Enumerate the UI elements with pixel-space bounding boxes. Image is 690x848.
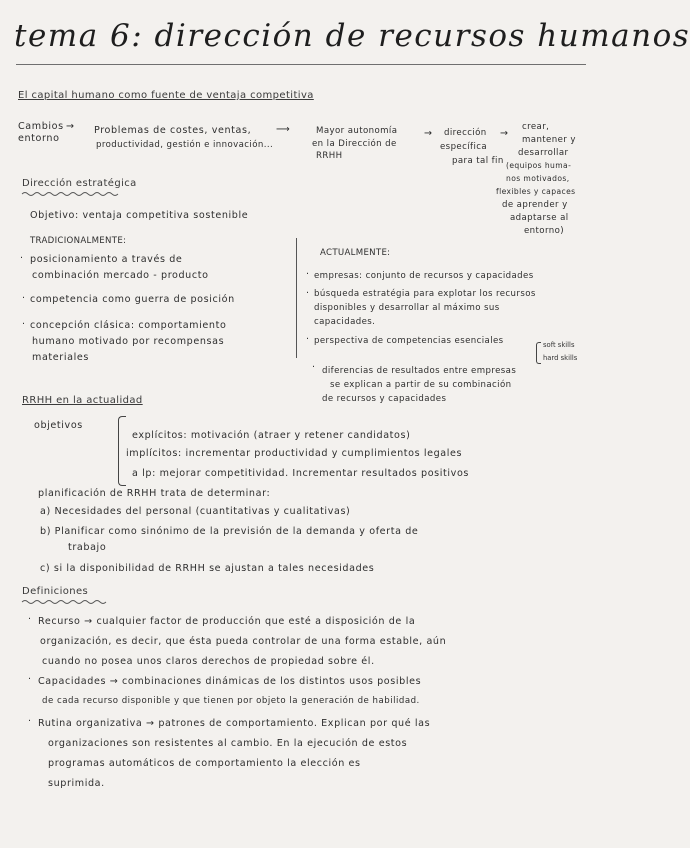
flow-crear-7: de aprender y — [502, 200, 568, 210]
def-rutina-line-3: programas automáticos de comportamiento la elección es — [48, 758, 361, 769]
planificacion-item-b-line-2: trabajo — [68, 542, 107, 553]
wavy-underline — [22, 599, 108, 604]
bullet-icon: · — [28, 716, 32, 727]
planificacion-item-c: c) si la disponibilidad de RRHH se ajustan a tales necesidades — [40, 563, 375, 574]
flow-autonomia-3: RRHH — [316, 151, 343, 161]
objetivos-label: objetivos — [34, 420, 83, 431]
section-heading-rrhh-actualidad: RRHH en la actualidad — [22, 395, 143, 406]
tradicional-item-3-line-2: humano motivado por recompensas — [32, 336, 225, 347]
objetivo-text: Objetivo: ventaja competitiva sostenible — [30, 210, 249, 221]
arrow-icon: → — [66, 121, 75, 132]
flow-direccion-1: dirección — [444, 128, 487, 138]
bullet-icon: · — [28, 674, 32, 685]
tradicional-heading: TRADICIONALMENTE: — [30, 236, 127, 246]
bullet-icon: · — [20, 253, 24, 264]
planificacion-item-a: a) Necesidades del personal (cuantitativas y cualitativas) — [40, 506, 351, 517]
planificacion-item-b-line-1: b) Planificar como sinónimo de la previsión de la demanda y oferta de — [40, 526, 419, 537]
title-underline — [16, 64, 586, 65]
objetivo-explicito: explícitos: motivación (atraer y retener candidatos) — [132, 430, 411, 441]
actual-item-2-line-2: disponibles y desarrollar al máximo sus — [314, 303, 500, 313]
flow-direccion-2: específica — [440, 142, 488, 152]
flow-problemas-1: Problemas de costes, ventas, — [94, 125, 252, 136]
def-rutina-line-2: organizaciones son resistentes al cambio. En la ejecución de estos — [48, 738, 408, 749]
soft-skills-label: soft skills — [543, 341, 575, 349]
flow-crear-3: desarrollar — [518, 148, 569, 158]
section-heading-capital-humano: El capital humano como fuente de ventaja competitiva — [18, 90, 314, 101]
flow-crear-4: (equipos huma- — [506, 161, 572, 170]
actual-item-2-line-3: capacidades. — [314, 317, 376, 327]
section-heading-definiciones: Definiciones — [22, 586, 89, 597]
bullet-icon: · — [306, 334, 310, 345]
tradicional-item-1-line-2: combinación mercado - producto — [32, 270, 209, 281]
def-rutina-line-1: Rutina organizativa → patrones de comportamiento. Explican por qué las — [38, 718, 431, 729]
hard-skills-label: hard skills — [543, 354, 578, 362]
column-divider — [296, 238, 297, 358]
tradicional-item-3-line-1: concepción clásica: comportamiento — [30, 320, 227, 331]
flow-problemas-2: productividad, gestión e innovación... — [96, 140, 274, 150]
arrow-icon: → — [424, 128, 433, 139]
bullet-icon: · — [28, 614, 32, 625]
tradicional-item-3-line-3: materiales — [32, 352, 89, 363]
actual-item-3: perspectiva de competencias esenciales — [314, 336, 504, 346]
wavy-underline — [22, 191, 122, 196]
planificacion-intro: planificación de RRHH trata de determinar: — [38, 488, 271, 499]
def-capacidades-line-1: Capacidades → combinaciones dinámicas de los distintos usos posibles — [38, 676, 422, 687]
flow-crear-5: nos motivados, — [506, 174, 570, 183]
actual-item-1: empresas: conjunto de recursos y capacidades — [314, 271, 534, 281]
section-heading-direccion-estrategica: Dirección estratégica — [22, 178, 137, 189]
flow-autonomia-2: en la Dirección de — [312, 139, 397, 149]
objetivos-brace — [118, 416, 126, 486]
arrow-icon: ⟶ — [276, 124, 291, 135]
bullet-icon: · — [312, 362, 316, 373]
flow-cambios-1: Cambios — [18, 121, 64, 132]
bullet-icon: · — [306, 288, 310, 299]
skills-brace — [536, 342, 541, 364]
objetivo-implicito: implícitos: incrementar productividad y cumplimientos legales — [126, 448, 463, 459]
def-capacidades-line-2: de cada recurso disponible y que tienen por objeto la generación de habilidad. — [42, 696, 420, 706]
tradicional-item-2: competencia como guerra de posición — [30, 294, 235, 305]
actual-heading: ACTUALMENTE: — [320, 248, 391, 258]
flow-cambios-2: entorno — [18, 133, 60, 144]
flow-autonomia-1: Mayor autonomía — [316, 126, 398, 136]
flow-crear-2: mantener y — [522, 135, 576, 145]
flow-crear-6: flexibles y capaces — [496, 187, 576, 196]
def-rutina-line-4: suprimida. — [48, 778, 105, 789]
bullet-icon: · — [22, 293, 26, 304]
flow-crear-1: crear, — [522, 122, 550, 132]
def-recurso-line-3: cuando no posea unos claros derechos de propiedad sobre él. — [42, 656, 375, 667]
def-recurso-line-2: organización, es decir, que ésta pueda controlar de una forma estable, aún — [40, 636, 447, 647]
objetivo-largo-plazo: a lp: mejorar competitividad. Incrementar resultados positivos — [132, 468, 470, 479]
actual-item-2-line-1: búsqueda estratégia para explotar los recursos — [314, 289, 536, 299]
flow-crear-9: entorno) — [524, 226, 565, 236]
actual-item-4-line-2: se explican a partir de su combinación — [330, 380, 512, 390]
bullet-icon: · — [306, 269, 310, 280]
flow-direccion-3: para tal fin — [452, 156, 504, 166]
bullet-icon: · — [22, 319, 26, 330]
tradicional-item-1-line-1: posicionamiento a través de — [30, 254, 183, 265]
actual-item-4-line-1: diferencias de resultados entre empresas — [322, 366, 517, 376]
flow-crear-8: adaptarse al — [510, 213, 569, 223]
page-title: tema 6: dirección de recursos humanos — [14, 18, 690, 54]
def-recurso-line-1: Recurso → cualquier factor de producción que esté a disposición de la — [38, 616, 416, 627]
actual-item-4-line-3: de recursos y capacidades — [322, 394, 447, 404]
arrow-icon: → — [500, 128, 509, 139]
